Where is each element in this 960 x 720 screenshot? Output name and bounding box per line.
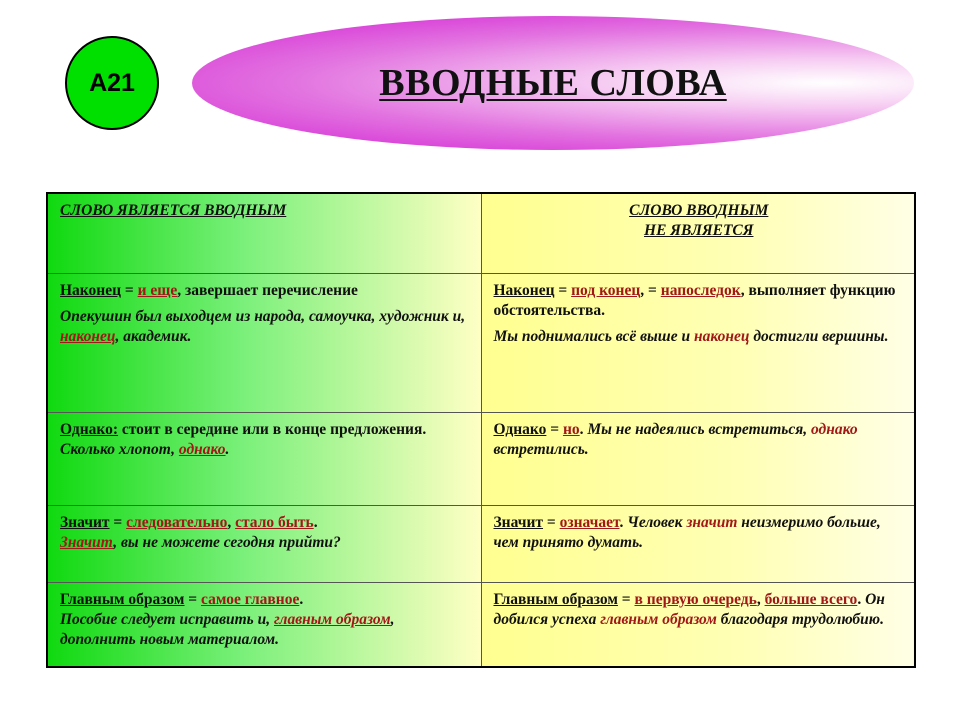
example-word: значит	[686, 513, 738, 531]
row1-left-rule	[60, 281, 471, 301]
example-text: , вы не можете сегодня прийти?	[113, 533, 341, 551]
table-row	[47, 412, 915, 505]
example-word: наконец	[693, 327, 750, 345]
punctuation: ,	[227, 513, 236, 531]
title-oval	[192, 16, 914, 150]
example-text: Сколько хлопот,	[60, 440, 179, 458]
header-left: СЛОВО ЯВЛЯЕТСЯ ВВОДНЫМ	[60, 202, 287, 219]
introductory-words-table	[46, 192, 916, 668]
synonym: и еще	[137, 281, 178, 299]
example-text: .	[225, 440, 230, 458]
equals: =	[554, 281, 572, 299]
row1-right-rule	[494, 281, 905, 321]
equals: =	[543, 513, 560, 531]
table-row	[47, 505, 915, 582]
term: Главным образом	[493, 590, 618, 608]
example-word: главным образом	[600, 610, 717, 628]
row2-right-cell	[481, 412, 915, 505]
term: Однако:	[60, 420, 119, 438]
row3-right-cell	[481, 505, 915, 582]
row2-left-rule	[60, 420, 471, 460]
equals: , =	[640, 281, 661, 299]
table-row	[47, 582, 915, 667]
example-word: однако	[811, 420, 858, 438]
term: Значит	[493, 513, 544, 531]
example-text: встретились.	[493, 440, 589, 458]
example-word: главным образом	[274, 610, 391, 628]
table-row	[47, 273, 915, 412]
term: Главным образом	[60, 590, 185, 608]
row4-left-rule	[60, 590, 471, 650]
page-title: ВВОДНЫЕ СЛОВА	[379, 62, 727, 104]
row3-left-cell	[47, 505, 481, 582]
row4-right-rule	[494, 590, 905, 630]
header-right-line2: НЕ ЯВЛЯЕТСЯ	[644, 222, 754, 239]
synonym: следовательно	[126, 513, 228, 531]
punctuation: ,	[756, 590, 765, 608]
synonym: напоследок	[660, 281, 741, 299]
example-text: , дополнить новым материалом.	[60, 610, 395, 648]
equals: =	[546, 420, 563, 438]
example-text: Мы не надеялись встретиться,	[587, 420, 811, 438]
example-text: благодаря трудолюбию.	[716, 610, 884, 628]
row4-right-cell	[481, 582, 915, 667]
synonym: в первую очередь	[634, 590, 757, 608]
punctuation: .	[299, 590, 304, 608]
row4-left-cell	[47, 582, 481, 667]
punctuation: .	[619, 513, 628, 531]
example-text: Опекушин был выходцем из народа, самоучка, художник и,	[60, 307, 466, 325]
row2-right-rule	[494, 420, 905, 460]
example-text: , академик.	[115, 327, 192, 345]
row1-right-example	[494, 327, 905, 347]
example-word: Значит	[60, 533, 114, 551]
header-right-line1: СЛОВО ВВОДНЫМ	[629, 202, 769, 219]
synonym: самое главное	[201, 590, 300, 608]
term: Наконец	[493, 281, 555, 299]
term: Однако	[493, 420, 547, 438]
example-text: Человек	[627, 513, 687, 531]
row3-right-rule	[494, 513, 905, 553]
equals: =	[184, 590, 202, 608]
example-word: наконец	[60, 327, 116, 345]
synonym: стало быть	[235, 513, 314, 531]
row2-left-cell	[47, 412, 481, 505]
equals: =	[121, 281, 138, 299]
punctuation: .	[857, 590, 866, 608]
row1-right-cell	[481, 273, 915, 412]
header-left-cell	[47, 193, 481, 273]
synonym: означает	[559, 513, 620, 531]
row3-left-rule	[60, 513, 471, 553]
rule-text: стоит в середине или в конце предложения.	[118, 420, 427, 438]
synonym: больше всего	[764, 590, 858, 608]
a21-badge	[65, 36, 159, 130]
row1-left-example	[60, 307, 471, 347]
badge-label: A21	[89, 68, 135, 97]
rule-text: , завершает перечисление	[177, 281, 358, 299]
synonym: но	[562, 420, 580, 438]
example-text: неизмеримо больше, чем принято думать.	[493, 513, 881, 551]
example-text: Мы поднимались всё выше и	[493, 327, 694, 345]
synonym: под конец	[571, 281, 641, 299]
term: Наконец	[60, 281, 122, 299]
example-text: достигли вершины.	[749, 327, 889, 345]
punctuation: .	[579, 420, 588, 438]
equals: =	[617, 590, 635, 608]
example-text: Пособие следует исправить и,	[60, 610, 275, 628]
row1-left-cell	[47, 273, 481, 412]
term: Значит	[60, 513, 110, 531]
equals: =	[109, 513, 127, 531]
rule-text: , выполняет функцию обстоятельства.	[493, 281, 896, 319]
example-text: Он добился успеха	[493, 590, 885, 628]
table-header-row	[47, 193, 915, 273]
header-right-cell	[481, 193, 915, 273]
punctuation: .	[313, 513, 318, 531]
example-word: однако	[178, 440, 226, 458]
